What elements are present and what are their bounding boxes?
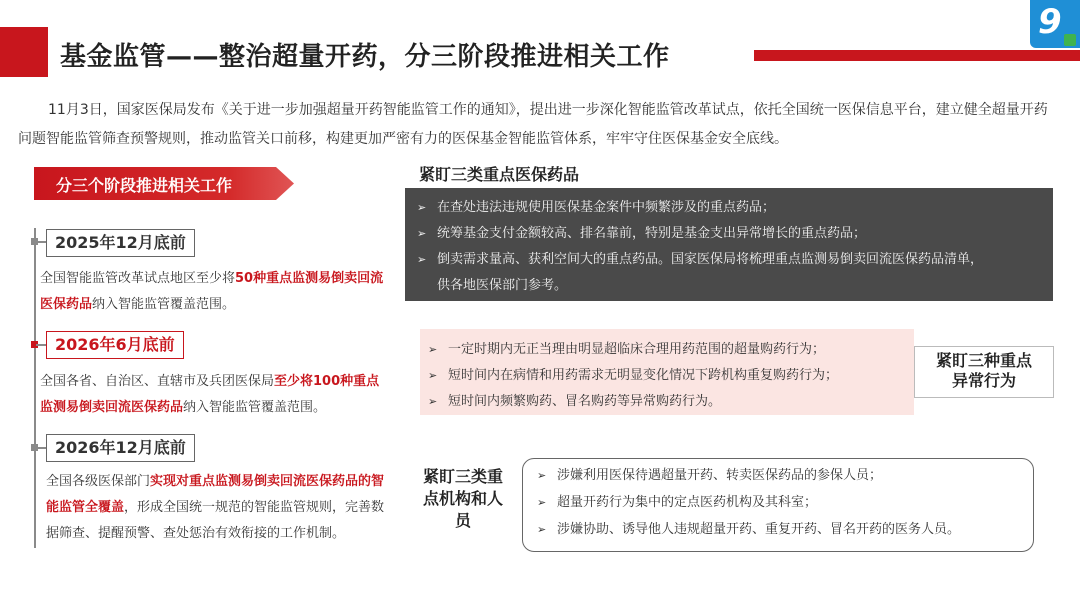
arrow-bullet-icon: ➢ [417,227,427,240]
stage-date-2: 2026年6月底前 [46,331,184,359]
stage-description-1: 全国智能监管改革试点地区至少将50种重点监测易倒卖回流医保药品纳入智能监管覆盖范围。 [40,271,384,312]
list-item: ➢ 倒卖需求量高、获利空间大的重点药品。国家医保局将梳理重点监测易倒卖回流医保药品清单， [417,247,983,273]
header-accent-line [754,50,1080,61]
list-item: ➢ 短时间内在病情和用药需求无明显变化情况下跨机构重复购药行为； [428,363,838,389]
timeline-tick [36,241,46,243]
behaviors-label: 紧盯三种重点异常行为 [914,346,1054,398]
list-item: ➢ 一定时期内无正当理由明显超临床合理用药范围的超量购药行为； [428,337,825,363]
timeline-line [34,228,36,548]
stage-description-3: 全国各级医保部门实现对重点监测易倒卖回流医保药品的智能监管全覆盖，形成全国统一规范的智能监管规则，完善数据筛查、提醒预警、查处惩治有效衔接的工作机制。 [46,474,385,541]
list-item: ➢ 统筹基金支付金额较高、排名靠前，特别是基金支出异常增长的重点药品； [417,221,866,247]
stage-description-2: 全国各省、自治区、直辖市及兵团医保局至少将100种重点监测易倒卖回流医保药品纳入智能监管覆盖范围。 [40,374,380,415]
list-item: ➢ 涉嫌协助、诱导他人违规超量开药、重复开药、冒名开药的医务人员。 [537,517,960,543]
header-accent-bar [0,27,48,77]
drugs-list-box [405,188,1053,301]
arrow-bullet-icon: ➢ [537,523,547,536]
stage-date-3: 2026年12月底前 [46,434,195,462]
logo-plus-icon [1064,34,1076,46]
ribbon-label: 分三个阶段推进相关工作 [56,176,233,195]
list-item: ➢ 超量开药行为集中的定点医药机构及其科室； [537,490,817,516]
orgs-label: 紧盯三类重点机构和人员 [422,467,503,530]
arrow-bullet-icon: ➢ [428,343,438,356]
arrow-bullet-icon: ➢ [537,496,547,509]
stage-date-1: 2025年12月底前 [46,229,195,257]
brand-logo [1030,0,1080,48]
logo-glyph: 9 [1038,2,1062,42]
stages-ribbon [34,167,294,200]
intro-paragraph: 11月3日，国家医保局发布《关于进一步加强超量开药智能监管工作的通知》，提出进一步深化智能监管改革试点，依托全国统一医保信息平台，建立健全超量开药问题智能监管筛查预警规则，推动监管关口前移，构建更加严密有力的医保基金智能监管体系，牢牢守住医保基金安全底线。 [18,102,1048,147]
arrow-bullet-icon: ➢ [537,469,547,482]
drugs-section-title: 紧盯三类重点医保药品 [419,165,580,184]
arrow-bullet-icon: ➢ [428,395,438,408]
page-title: 基金监管——整治超量开药，分三阶段推进相关工作 [60,42,670,72]
list-item: ➢ 短时间内频繁购药、冒名购药等异常购药行为。 [428,389,721,415]
timeline-tick [36,447,46,449]
list-item: ➢ 涉嫌利用医保待遇超量开药、转卖医保药品的参保人员； [537,463,882,489]
arrow-bullet-icon: ➢ [417,253,427,266]
list-item-continued: 供各地医保部门参考。 [437,278,568,293]
behaviors-list-box [420,329,914,415]
arrow-bullet-icon: ➢ [428,369,438,382]
orgs-list-box [522,458,1034,552]
timeline-tick [36,344,46,346]
arrow-bullet-icon: ➢ [417,201,427,214]
list-item: ➢ 在查处违法违规使用医保基金案件中频繁涉及的重点药品； [417,195,775,221]
